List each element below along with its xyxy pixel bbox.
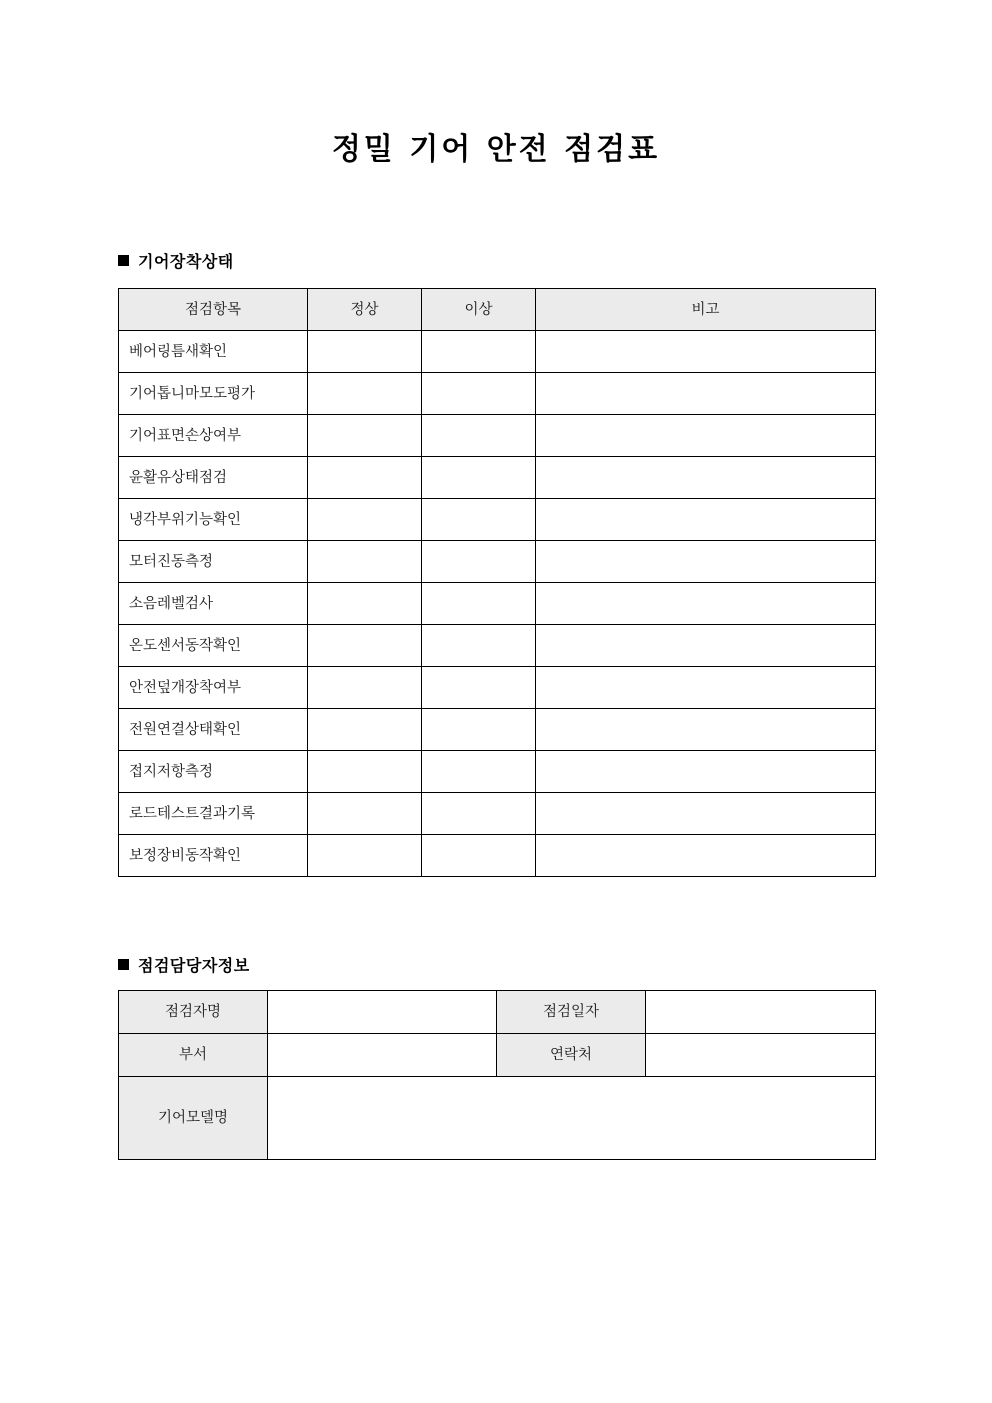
checkbox-cell-normal[interactable] [308, 331, 422, 373]
label-contact: 연락처 [497, 1034, 646, 1077]
checkbox-cell-normal[interactable] [308, 457, 422, 499]
remarks-cell[interactable] [536, 793, 876, 835]
inspection-item-label: 접지저항측정 [119, 751, 308, 793]
column-header-abnormal: 이상 [422, 289, 536, 331]
table-header-row [119, 289, 876, 331]
section-heading-inspector-info [118, 955, 250, 977]
table-row [119, 751, 876, 793]
remarks-cell[interactable] [536, 709, 876, 751]
remarks-cell[interactable] [536, 625, 876, 667]
checkbox-cell-normal[interactable] [308, 793, 422, 835]
label-department: 부서 [119, 1034, 268, 1077]
column-header-normal: 정상 [308, 289, 422, 331]
checkbox-cell-abnormal[interactable] [422, 751, 536, 793]
table-row [119, 373, 876, 415]
table-row [119, 541, 876, 583]
checkbox-cell-normal[interactable] [308, 541, 422, 583]
inspection-item-label: 베어링틈새확인 [119, 331, 308, 373]
table-row [119, 415, 876, 457]
inspection-item-label: 안전덮개장착여부 [119, 667, 308, 709]
table-row [119, 991, 876, 1034]
label-gear-model: 기어모델명 [119, 1077, 268, 1160]
table-row [119, 583, 876, 625]
checkbox-cell-abnormal[interactable] [422, 667, 536, 709]
checkbox-cell-normal[interactable] [308, 751, 422, 793]
checkbox-cell-abnormal[interactable] [422, 793, 536, 835]
checkbox-cell-abnormal[interactable] [422, 625, 536, 667]
table-row [119, 1034, 876, 1077]
section-heading-gear-mounting-status [118, 251, 234, 273]
section-marker-icon [118, 255, 129, 266]
column-header-remarks: 비고 [536, 289, 876, 331]
checkbox-cell-abnormal[interactable] [422, 709, 536, 751]
inspection-item-label: 냉각부위기능확인 [119, 499, 308, 541]
table-row [119, 1077, 876, 1160]
field-department[interactable] [268, 1034, 497, 1077]
inspection-item-label: 소음레벨검사 [119, 583, 308, 625]
checkbox-cell-normal[interactable] [308, 583, 422, 625]
checkbox-cell-normal[interactable] [308, 625, 422, 667]
checkbox-cell-abnormal[interactable] [422, 835, 536, 877]
checkbox-cell-abnormal[interactable] [422, 541, 536, 583]
field-inspection-date[interactable] [646, 991, 876, 1034]
inspection-item-label: 온도센서동작확인 [119, 625, 308, 667]
remarks-cell[interactable] [536, 457, 876, 499]
remarks-cell[interactable] [536, 583, 876, 625]
table-row [119, 331, 876, 373]
remarks-cell[interactable] [536, 541, 876, 583]
field-inspector-name[interactable] [268, 991, 497, 1034]
table-row [119, 709, 876, 751]
remarks-cell[interactable] [536, 415, 876, 457]
table-row [119, 457, 876, 499]
table-row [119, 793, 876, 835]
remarks-cell[interactable] [536, 835, 876, 877]
remarks-cell[interactable] [536, 667, 876, 709]
inspection-item-label: 윤활유상태점검 [119, 457, 308, 499]
checkbox-cell-abnormal[interactable] [422, 457, 536, 499]
inspection-item-label: 기어표면손상여부 [119, 415, 308, 457]
checkbox-cell-abnormal[interactable] [422, 583, 536, 625]
section-heading-label: 기어장착상태 [138, 252, 234, 271]
inspection-item-label: 전원연결상태확인 [119, 709, 308, 751]
checkbox-cell-normal[interactable] [308, 415, 422, 457]
checkbox-cell-abnormal[interactable] [422, 373, 536, 415]
checkbox-cell-normal[interactable] [308, 709, 422, 751]
section-heading-label: 점검담당자정보 [138, 956, 250, 975]
inspection-checklist-table [118, 288, 876, 877]
remarks-cell[interactable] [536, 373, 876, 415]
column-header-item: 점검항목 [119, 289, 308, 331]
remarks-cell[interactable] [536, 751, 876, 793]
checkbox-cell-abnormal[interactable] [422, 331, 536, 373]
checkbox-cell-normal[interactable] [308, 667, 422, 709]
table-row [119, 667, 876, 709]
checkbox-cell-normal[interactable] [308, 373, 422, 415]
checkbox-cell-abnormal[interactable] [422, 499, 536, 541]
section-marker-icon [118, 959, 129, 970]
checkbox-cell-abnormal[interactable] [422, 415, 536, 457]
checkbox-cell-normal[interactable] [308, 835, 422, 877]
inspection-item-label: 기어톱니마모도평가 [119, 373, 308, 415]
label-inspection-date: 점검일자 [497, 991, 646, 1034]
table-row [119, 835, 876, 877]
inspection-item-label: 로드테스트결과기록 [119, 793, 308, 835]
page-title: 정밀 기어 안전 점검표 [331, 132, 661, 167]
remarks-cell[interactable] [536, 499, 876, 541]
inspector-info-table [118, 990, 876, 1160]
inspection-item-label: 보정장비동작확인 [119, 835, 308, 877]
table-row [119, 499, 876, 541]
remarks-cell[interactable] [536, 331, 876, 373]
field-contact[interactable] [646, 1034, 876, 1077]
checkbox-cell-normal[interactable] [308, 499, 422, 541]
inspection-item-label: 모터진동측정 [119, 541, 308, 583]
label-inspector-name: 점검자명 [119, 991, 268, 1034]
table-row [119, 625, 876, 667]
field-gear-model[interactable] [268, 1077, 876, 1160]
